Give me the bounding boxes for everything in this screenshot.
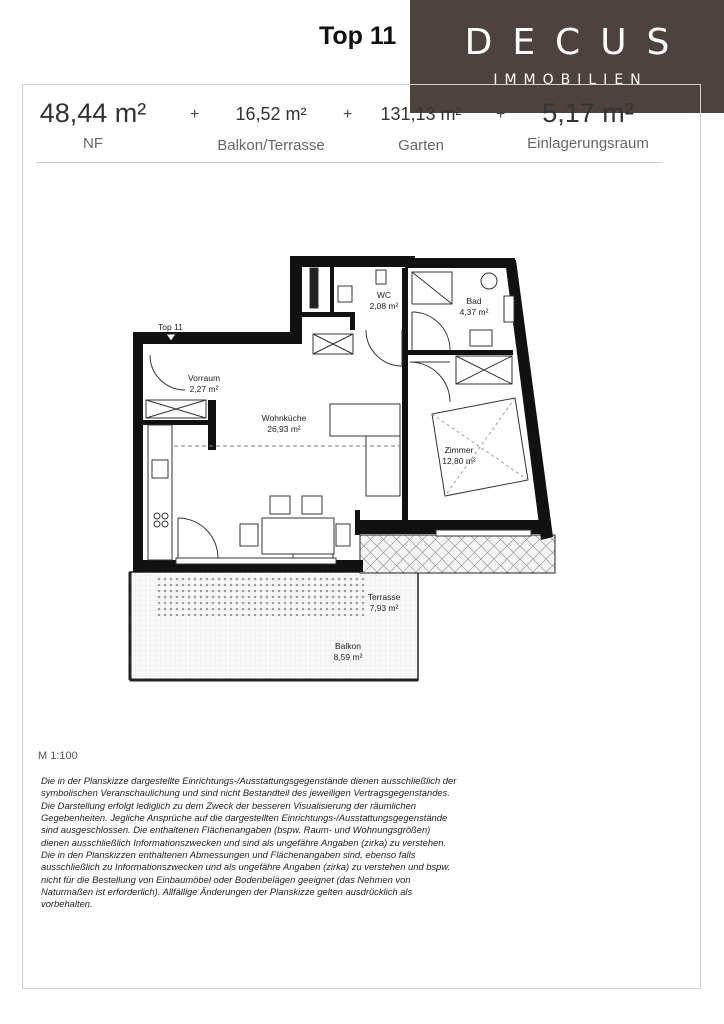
room-area-balkon: 8,59 m²: [333, 652, 363, 662]
area-summary: [38, 98, 688, 158]
room-name-balkon: Balkon: [335, 641, 361, 651]
room-name-terrasse: Terrasse: [367, 592, 401, 602]
terrace-balcony-area: [130, 572, 418, 680]
area-label: Garten: [398, 137, 444, 154]
room-area-terrasse: 7,93 m²: [369, 603, 399, 613]
area-label: Balkon/Terrasse: [217, 137, 325, 154]
logo-wordmark: DECUS: [464, 22, 690, 63]
sofa: [330, 404, 400, 496]
room-area-bad: 4,37 m²: [459, 307, 489, 317]
area-label: Einlagerungsraum: [527, 135, 649, 152]
logo-subtitle: IMMOBILIEN: [493, 72, 648, 88]
room-area-vorraum: 2,27 m²: [189, 384, 219, 394]
tiled-strip: [360, 535, 555, 573]
room-name-bad: Bad: [466, 296, 482, 306]
plan-scale: M 1:100: [38, 750, 78, 762]
area-label: NF: [83, 135, 103, 152]
area-einlagerungsraum: [508, 98, 668, 152]
room-name-wc: WC: [376, 290, 392, 300]
area-value: 5,17 m²: [542, 98, 634, 128]
area-garten: [371, 98, 471, 154]
room-name-zimmer: Zimmer: [444, 445, 474, 455]
divider: [36, 162, 662, 163]
unit-marker-label: Top 11: [158, 322, 183, 332]
plus-sign: +: [343, 106, 353, 123]
plus-sign: +: [190, 106, 200, 123]
room-area-wc: 2,08 m²: [369, 301, 399, 311]
area-value: 131,13 m²: [380, 104, 462, 124]
area-balkon-terrasse: [206, 98, 336, 154]
unit-title: Top 11: [319, 22, 397, 50]
disclaimer-text: Die in der Planskizze dargestellte Einrichtungs-/Ausstattungsgegenstände dienen ausschließlich der symbolischen Veranschaulichung und sind nicht Bestandteil des jeweiligen Vertragsgegenstandes. Die Darstellung erfolgt lediglich zu dem Zweck der besseren Visualisierung der räumlichen Gegebenheiten. Jegliche Ansprüche auf die dargestellten Einrichtungs-/Ausstattungsgegenstände sind ausgeschlossen. Die enthaltenen Flächenangaben (bspw. Raum- und Wohnungsgrößen) dienen ausschließlich Informationszwecken und sind als ungefähre Angaben (zirka) zu verstehen. Die in den Planskizzen enthaltenen Abmessungen und Flächenangaben sind, ebenso falls ausschließlich zu Informationszwecken und als ungefähre Angaben (zirka) zu verstehen und bspw. nicht für die Bestellung von Einbaumöbel oder Bodenbelägen geeignet (das Nehmen von Naturmaßen ist erforderlich). Allfällige Änderungen der Planskizze gelten ausdrücklich als vorbehalten.: [41, 775, 457, 910]
area-value: 16,52 m²: [235, 104, 307, 124]
area-nf: [38, 98, 148, 152]
room-area-zimmer: 12,80 m²: [442, 456, 476, 466]
plus-sign: +: [496, 106, 506, 123]
dining-table: [240, 496, 350, 554]
area-value: 48,44 m²: [39, 98, 147, 128]
room-name-wohnkueche: Wohnküche: [261, 413, 307, 423]
room-name-vorraum: Vorraum: [187, 373, 221, 383]
floor-plan: [120, 240, 570, 690]
room-area-wohnkueche: 26,93 m²: [267, 424, 301, 434]
kitchen-counter: [148, 425, 172, 560]
